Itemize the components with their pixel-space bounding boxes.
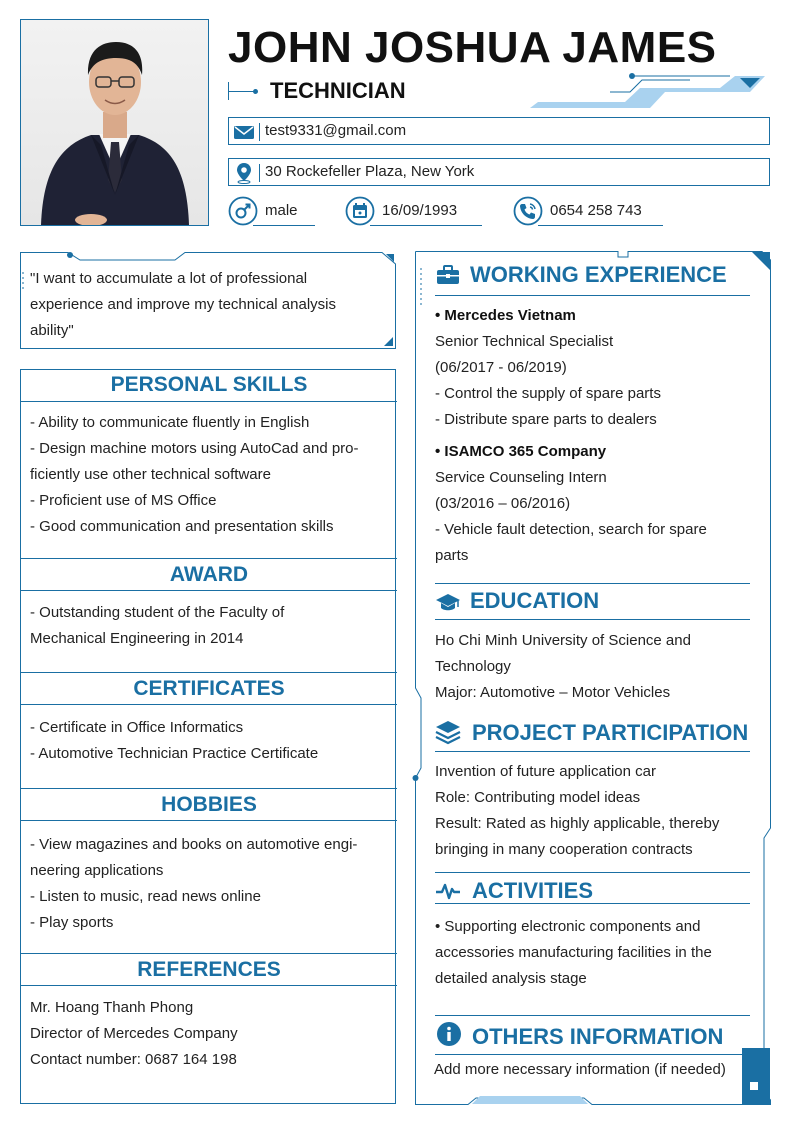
hobbies-list: [30, 832, 385, 936]
email-text: test9331@gmail.com: [265, 122, 407, 139]
others-heading: OTHERS INFORMATION: [472, 1024, 724, 1049]
separator: [259, 123, 260, 141]
list-item: Result: Rated as highly applicable, thereby: [435, 815, 720, 832]
list-item: - Ability to communicate fluently in English: [30, 414, 310, 431]
candidate-name: JOHN JOSHUA JAMES: [228, 23, 717, 72]
list-item: - Vehicle fault detection, search for spare: [435, 521, 707, 538]
activities-heading: ACTIVITIES: [472, 878, 594, 903]
projects-heading: PROJECT PARTICIPATION: [472, 720, 749, 745]
objective-box: [20, 252, 396, 349]
list-item: - Automotive Technician Practice Certificate: [30, 745, 319, 762]
phone-info: [513, 196, 665, 228]
list-item: - Control the supply of spare parts: [435, 385, 661, 402]
profile-photo: [20, 19, 209, 226]
list-item: Invention of future application car: [435, 763, 656, 780]
list-item: - Good communication and presentation skills: [30, 518, 334, 535]
objective-line: ability": [30, 322, 74, 339]
list-item: neering applications: [30, 862, 164, 879]
briefcase-icon: [435, 262, 461, 288]
section-divider: [435, 903, 750, 904]
experience-heading: WORKING EXPERIENCE: [470, 262, 727, 287]
list-item: parts: [435, 547, 469, 564]
mail-icon: [233, 121, 255, 143]
list-item: - Design machine motors using AutoCad and pro-: [30, 440, 359, 457]
certificates-heading: CERTIFICATES: [21, 672, 397, 705]
graduation-cap-icon: [435, 589, 461, 615]
projects-list: [435, 759, 753, 863]
list-item: accessories manufacturing facilities in the: [435, 944, 712, 961]
others-text: Add more necessary information (if needed): [434, 1061, 726, 1078]
objective-line: experience and improve my technical analysis: [30, 296, 336, 313]
address-field[interactable]: [228, 158, 770, 186]
address-text: 30 Rockefeller Plaza, New York: [265, 163, 475, 180]
education-heading: EDUCATION: [470, 588, 600, 613]
section-divider: [435, 751, 750, 752]
award-list: [30, 600, 385, 652]
list-item: Service Counseling Intern: [435, 469, 607, 486]
gender-text: male: [265, 202, 298, 219]
list-item: - Certificate in Office Informatics: [30, 719, 244, 736]
info-icon: [436, 1021, 462, 1047]
list-item: Mr. Hoang Thanh Phong: [30, 999, 194, 1016]
list-item: Technology: [435, 658, 511, 675]
list-item: Director of Mercedes Company: [30, 1025, 238, 1042]
objective-line: "I want to accumulate a lot of professional: [30, 270, 308, 287]
education-list: [435, 628, 753, 706]
email-field[interactable]: [228, 117, 770, 145]
pulse-icon: [435, 878, 461, 904]
gender-icon: [228, 196, 258, 226]
list-item: - Distribute spare parts to dealers: [435, 411, 657, 428]
list-item: Contact number: 0687 164 198: [30, 1051, 237, 1068]
list-item: (03/2016 – 06/2016): [435, 495, 571, 512]
phone-text: 0654 258 743: [550, 202, 642, 219]
list-item: bringing in many cooperation contracts: [435, 841, 693, 858]
underline: [370, 225, 482, 226]
separator: [259, 164, 260, 182]
references-list: [30, 995, 385, 1073]
objective-text: [30, 266, 380, 344]
list-item: - Listen to music, read news online: [30, 888, 261, 905]
section-divider: [435, 1054, 750, 1055]
list-item: Senior Technical Specialist: [435, 333, 614, 350]
left-column: [20, 369, 396, 1104]
birthday-text: 16/09/1993: [382, 202, 458, 219]
list-item: Major: Automotive – Motor Vehicles: [435, 684, 671, 701]
list-item: (06/2017 - 06/2019): [435, 359, 567, 376]
activities-list: [435, 914, 753, 992]
birthday-info: [345, 196, 485, 228]
section-divider: [435, 295, 750, 296]
gender-info: [228, 196, 318, 228]
job-title: TECHNICIAN: [270, 78, 406, 103]
list-item: ficiently use other technical software: [30, 466, 271, 483]
award-heading: AWARD: [21, 558, 397, 591]
skills-list: [30, 410, 385, 540]
list-item: Mechanical Engineering in 2014: [30, 630, 244, 647]
list-item: Ho Chi Minh University of Science and: [435, 632, 691, 649]
references-heading: REFERENCES: [21, 953, 397, 986]
list-item: - Proficient use of MS Office: [30, 492, 217, 509]
skills-heading: PERSONAL SKILLS: [21, 369, 397, 402]
header-decoration: [530, 72, 770, 112]
title-decoration: [228, 82, 262, 100]
location-pin-icon: [233, 162, 255, 184]
section-divider: [435, 1015, 750, 1016]
list-item: detailed analysis stage: [435, 970, 587, 987]
experience-list: [435, 303, 753, 569]
company-name: • ISAMCO 365 Company: [435, 443, 607, 460]
section-divider: [435, 872, 750, 873]
list-item: Role: Contributing model ideas: [435, 789, 641, 806]
layers-icon: [435, 719, 461, 745]
list-item: - Outstanding student of the Faculty of: [30, 604, 285, 621]
hobbies-heading: HOBBIES: [21, 788, 397, 821]
certificates-list: [30, 715, 385, 767]
underline: [538, 225, 663, 226]
list-item: - Play sports: [30, 914, 114, 931]
section-divider: [435, 583, 750, 584]
underline: [253, 225, 315, 226]
company-name: • Mercedes Vietnam: [435, 307, 576, 324]
list-item: - View magazines and books on automotive engi-: [30, 836, 358, 853]
list-item: • Supporting electronic components and: [435, 918, 701, 935]
section-divider: [435, 619, 750, 620]
calendar-icon: [345, 196, 375, 226]
phone-icon: [513, 196, 543, 226]
